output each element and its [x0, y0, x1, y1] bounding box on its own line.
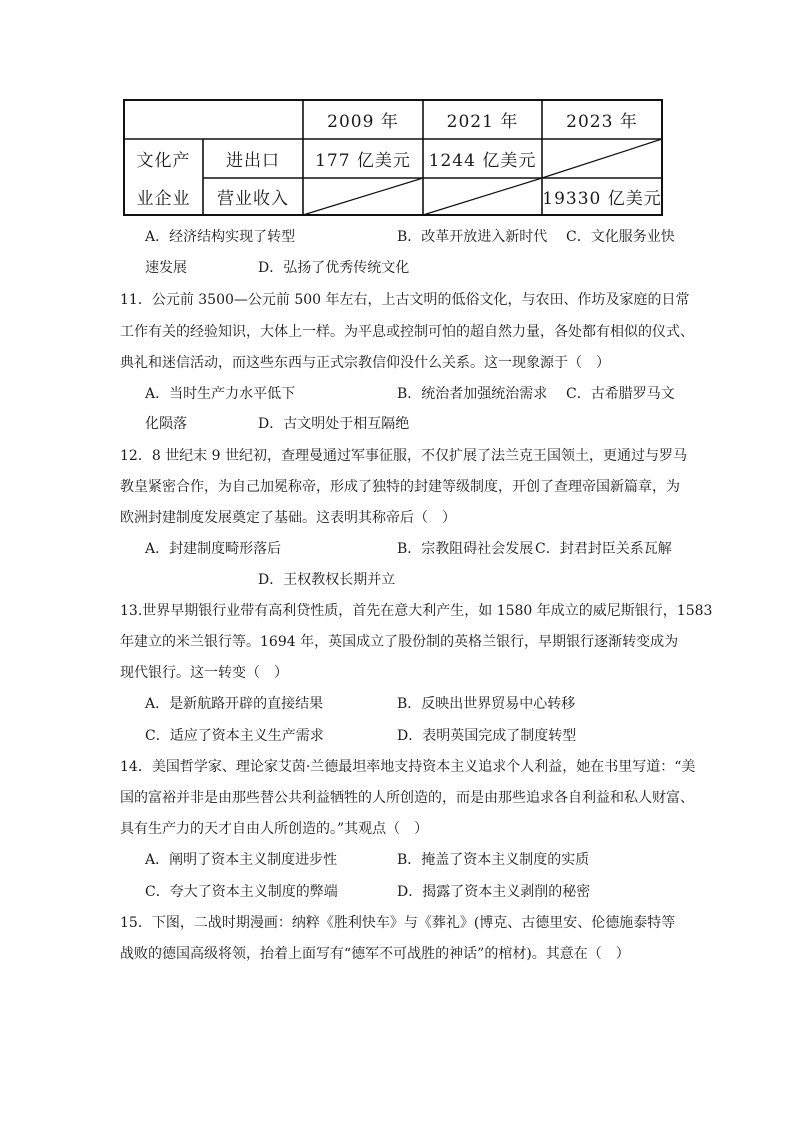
table-cell: 177 亿美元: [315, 151, 411, 171]
q11-option-c-cont: 化陨落: [145, 416, 187, 432]
table-cell: 19330 亿美元: [542, 189, 662, 209]
year-header: 2023 年: [566, 112, 638, 132]
q11-stem-line: 工作有关的经验知识，大体上一样。为平息或控制可怕的超自然力量，各处都有相似的仪式、: [120, 324, 694, 340]
year-header: 2009 年: [327, 112, 399, 132]
q14-option-d: D．揭露了资本主义剥削的秘密: [397, 884, 591, 900]
q15-stem-line: 15．下图，二战时期漫画：纳粹《胜利快车》与《葬礼》(博克、古德里安、伦德施泰特等: [120, 915, 676, 931]
q11-option-a: A．当时生产力水平低下: [145, 386, 296, 402]
q13-option-c: C．适应了资本主义生产需求: [145, 728, 324, 744]
row-label: 营业收入: [217, 189, 289, 209]
empty-cell-slash: [542, 139, 662, 178]
q10-option-d: D．弘扬了优秀传统文化: [258, 260, 410, 276]
q14-stem-line: 具有生产力的天才自由人所创造的。”其观点（ ）: [120, 821, 429, 837]
q12-stem-line: 12．8 世纪末 9 世纪初，查理曼通过军事征服，不仅扩展了法兰克王国领土，更通过与罗马: [120, 448, 687, 464]
q14-stem-line: 14．美国哲学家、理论家艾茵·兰德最坦率地支持资本主义追求个人利益，她在书里写道：“美: [120, 759, 696, 775]
q13-stem-line: 13.世界早期银行业带有高利贷性质，首先在意大利产生，如 1580 年成立的威尼斯银行，1583: [120, 603, 713, 619]
row-label: 进出口: [226, 151, 280, 171]
q11-stem-line: 11．公元前 3500—公元前 500 年左右，上古文明的低俗文化，与农田、作坊及家庭的日常: [120, 292, 690, 308]
year-header: 2021 年: [446, 112, 519, 132]
table-cell: 1244 亿美元: [428, 151, 537, 171]
q13-option-a: A．是新航路开辟的直接结果: [145, 696, 324, 712]
q10-option-c: C．文化服务业快: [566, 229, 675, 245]
q14-option-c: C．夸大了资本主义制度的弊端: [145, 884, 338, 900]
q12-option-a: A．封建制度畸形落后: [145, 541, 282, 557]
q11-option-b: B．统治者加强统治需求: [397, 386, 548, 402]
q11-stem-line: 典礼和迷信活动，而这些东西与正式宗教信仰没什么关系。这一现象源于（ ）: [120, 355, 610, 371]
q12-option-d: D．王权教权长期并立: [258, 572, 396, 588]
empty-cell-slash: [303, 178, 423, 215]
q10-option-b: B．改革开放进入新时代: [397, 229, 548, 245]
data-table: [123, 99, 663, 216]
q14-option-a: A．阐明了资本主义制度进步性: [145, 852, 338, 868]
q13-stem-line: 年建立的米兰银行等。1694 年，英国成立了股份制的英格兰银行，早期银行逐渐转变成为: [120, 634, 679, 650]
q13-stem-line: 现代银行。这一转变（ ）: [120, 665, 288, 681]
q14-stem-line: 国的富裕并非是由那些替公共利益牺牲的人所创造的，而是由那些追求各自利益和私人财富、: [120, 790, 694, 806]
empty-cell-slash: [423, 178, 542, 215]
q12-stem-line: 欧洲封建制度发展奠定了基础。这表明其称帝后（ ）: [120, 510, 456, 526]
q13-option-d: D．表明英国完成了制度转型: [397, 728, 577, 744]
row-group-label: 文化产: [136, 151, 191, 171]
q10-option-c-cont: 速发展: [145, 260, 187, 276]
q12-option-c: C．封君封臣关系瓦解: [535, 541, 672, 557]
q14-option-b: B．掩盖了资本主义制度的实质: [397, 852, 590, 868]
q12-option-b: B．宗教阻碍社会发展: [397, 541, 534, 557]
q10-option-a: A．经济结构实现了转型: [145, 229, 296, 245]
q13-option-b: B．反映出世界贸易中心转移: [397, 696, 576, 712]
row-group-label: 业企业: [136, 189, 191, 209]
q12-stem-line: 教皇紧密合作，为自己加冕称帝，形成了独特的封建等级制度，开创了查理帝国新篇章，为: [120, 479, 680, 495]
q11-option-d: D．古文明处于相互隔绝: [258, 416, 410, 432]
q15-stem-line: 战败的德国高级将领，抬着上面写有“德军不可战胜的神话”的棺材)。其意在（ ）: [120, 946, 630, 962]
q11-option-c: C．古希腊罗马文: [566, 386, 675, 402]
